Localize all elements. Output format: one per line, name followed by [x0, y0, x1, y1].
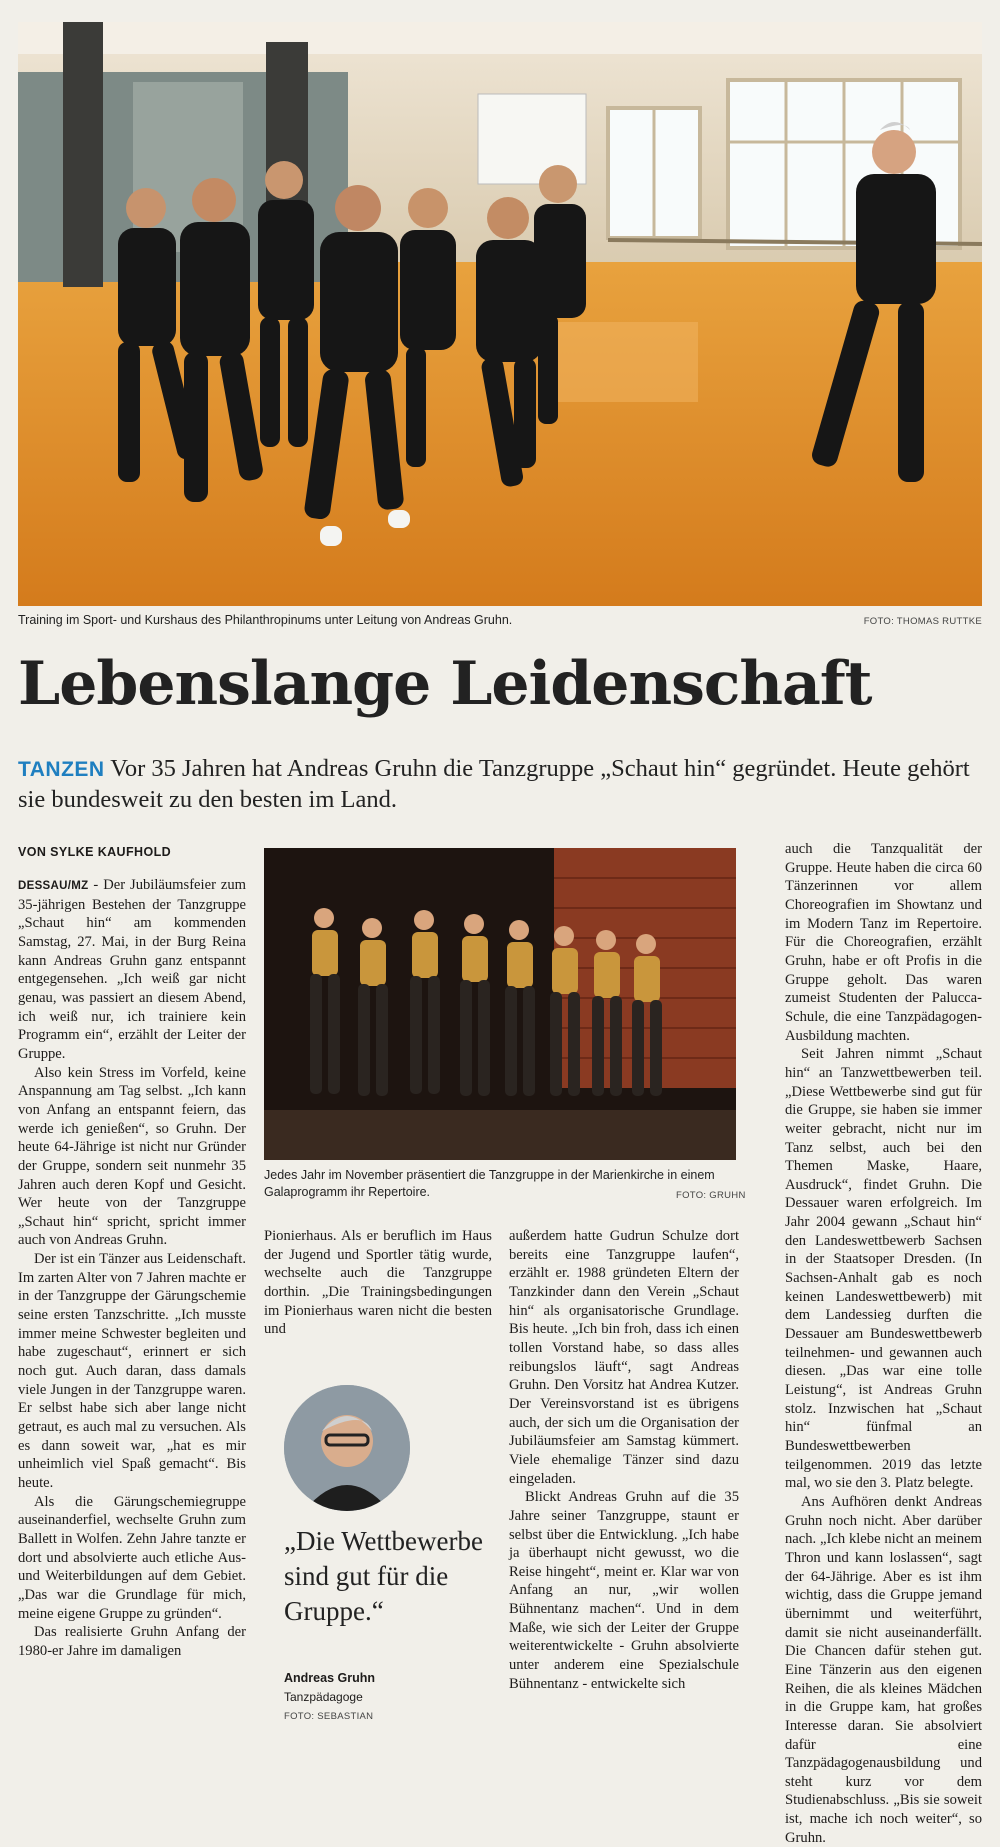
body-paragraph: außerdem hatte Gudrun Schulze dort bereits eine Tanzgruppe laufen“, erzählt er. 1988 gründeten Eltern der Tanzkinder dann den Verein „Schaut hin“ als organisatorische Grundlage. Bis heute. „Ich bin froh, dass ich einen tollen Vorstand habe, so dass alles reibungslos läuft“, sagt Andreas Gruhn. Den Vorsitz hat Andrea Kutzer. Der Vereinsvorstand ist es übrigens auch, der sich um die Organisation der Jubiläumsfeier am Samstag kümmert. Viele ehemalige Tänzer sind dazu eingeladen. [509, 1228, 739, 1487]
pull-quote: „Die Wettbewerbe sind gut für die Gruppe.“ [284, 1526, 483, 1626]
top-photo-credit: FOTO: THOMAS RUTTKE [863, 616, 982, 627]
dek-kicker: TANZEN [18, 758, 105, 781]
top-photo-caption: Training im Sport- und Kurshaus des Philanthropinums unter Leitung von Andreas Gruhn. [18, 613, 513, 627]
top-photo [18, 22, 982, 606]
body-column-3 [509, 1227, 739, 1693]
dek [18, 754, 982, 815]
headline: Lebenslange Leidenschaft [18, 649, 872, 719]
byline: VON SYLKE KAUFHOLD [18, 845, 172, 859]
portrait-photo [284, 1385, 410, 1511]
dateline: DESSAU/MZ [18, 880, 89, 892]
body-paragraph: DESSAU/MZ - Der Jubiläumsfeier zum 35-jährigen Bestehen der Tanzgruppe „Schaut hin“ am kommenden Samstag, 27. Mai, in der Burg Reina kann Andreas Gruhn ganz entspannt entgegensehen. „Ich weiß gar nicht genau, was passiert an diesem Abend, ich weiß nur, ich trainiere kein Programm ein“, erzählt der Leiter der Gruppe. [18, 877, 246, 1062]
body-column-2 [264, 1227, 492, 1339]
body-paragraph: Seit Jahren nimmt „Schaut hin“ an Tanzwettbewerben teil. „Diese Wettbewerbe sind gut für die Gruppe, sie haben sie immer weiter gebracht, nicht nur im Tanz selbst, auch bei den Themen Maske, Haare, Ausdruck“, findet Gruhn. Die Dessauer waren erfolgreich. Im Jahr 2004 gewann „Schaut hin“ den Landeswettbewerb Sachsen in der Staatsoper Dresden. (In Sachsen-Anhalt gab es noch keinen Landeswettbewerb) mit dem Landessieg durften die Dessauer am Bundeswettbewerb teilnehmen- und gewannen auch diesen. „Das war eine tolle Leistung“, ist Andreas Gruhn stolz. Inzwischen hat „Schaut hin“ fünfmal an Bundeswettbewerben teilgenommen. 2019 das letzte mal, wo sie den 3. Platz belegte. [785, 1046, 982, 1492]
quote-role: Tanzpädagoge [284, 1690, 363, 1704]
body-paragraph: Das realisierte Gruhn Anfang der 1980-er Jahre im damaligen [18, 1624, 246, 1659]
body-paragraph: auch die Tanzqualität der Gruppe. Heute haben die circa 60 Tänzerinnen vor allem Choreografien im Showtanz und im Modern Tanz im Repertoire. Für die Choreografien, erzählt Gruhn, habe er oft Profis in die Gruppe geholt. Das waren zumeist Studenten der Palucca-Schule, die eine Tanzpädagogen-Ausbildung machten. [785, 841, 982, 1044]
body-paragraph: Blickt Andreas Gruhn auf die 35 Jahre seiner Tanzgruppe, staunt er selbst über die Entwicklung. „Ich habe ja überhaupt nicht gewusst, wo die Reise hingeht“, meint er. Klar war von Anfang an nur, „wir wollen Bühnentanz machen“. Und in dem Maße, wie sich der Leiter der Gruppe weiterentwickelte - Gruhn absolvierte unter anderem eine Spezialschule Bühnentanz - entwickelte sich [509, 1489, 739, 1692]
body-column-1 [18, 876, 246, 1661]
quote-photo-credit: FOTO: SEBASTIAN [284, 1711, 374, 1722]
body-paragraph: Ans Aufhören denkt Andreas Gruhn noch nicht. Aber darüber nach. „Ich klebe nicht an meinem Thron und kann loslassen“, sagt der 64-Jährige. Aber es ist ihm wichtig, dass die Gruppe jemand übernimmt und weiterführt, damit sie nicht auseinanderfällt. Die Chancen dafür stehen gut. Eine Tänzerin aus den eigenen Reihen, die als kleines Mädchen in die Gruppe kam, hat großes Interesse daran. Sie absolviert dafür eine Tanzpädagogenausbildung und steht kurz vor dem Studienabschluss. „Bis sie soweit ist, mache ich noch weiter“, so Gruhn. [785, 1493, 982, 1846]
body-paragraph: Pionierhaus. Als er beruflich im Haus der Jugend und Sportler tätig wurde, wechselte auch die Tanzgruppe dorthin. „Die Trainingsbedingungen im Pionierhaus waren nicht die besten und [264, 1228, 492, 1338]
body-paragraph: Als die Gärungschemiegruppe auseinanderfiel, wechselte Gruhn zum Ballett in Wolfen. Zehn Jahre tanzte er dort und absolvierte auch etliche Aus- und Weiterbildungen auf dem Gebiet. „Das war die Grundlage für mich, meine eigene Gruppe zu gründen“. [18, 1493, 246, 1622]
dek-text: Vor 35 Jahren hat Andreas Gruhn die Tanzgruppe „Schaut hin“ gegründet. Heute gehört sie bundesweit zu den besten im Land. [18, 755, 970, 813]
body-paragraph: Der ist ein Tänzer aus Leidenschaft. Im zarten Alter von 7 Jahren machte er in der Tanzgruppe der Gärungschemie seine ersten Tanzschritte. „Ich musste immer meine Schwester begleiten und habe zugeschaut“, erinnert er sich noch gut. Auch daran, dass damals viele Jungen in der Tanzgruppe waren. Er selbst habe sich aber lange nicht getraut, es auch mal zu versuchen. Als es dann soweit war, „hat es mir unheimlich viel Spaß gemacht“. Bis heute. [18, 1251, 246, 1491]
mid-photo-credit: FOTO: GRUHN [676, 1190, 746, 1201]
body-column-4 [785, 840, 982, 1847]
mid-photo [264, 848, 736, 1160]
body-paragraph: Also kein Stress im Vorfeld, keine Anspannung am Tag selbst. „Ich kann von Anfang an entspannt feiern, das werde ich genießen“, so Gruhn. Der heute 64-Jährige ist nicht nur Gründer der Gruppe, sondern seit nunmehr 35 Jahren auch deren Kopf und Gesicht. Wer heute von der Tanzgruppe „Schaut hin“ spricht, spricht immer auch von Andreas Gruhn. [18, 1064, 246, 1249]
quote-name: Andreas Gruhn [284, 1671, 375, 1685]
mid-photo-caption: Jedes Jahr im November präsentiert die Tanzgruppe in der Marienkirche in einem Galaprogramm ihr Repertoire. [264, 1168, 715, 1199]
